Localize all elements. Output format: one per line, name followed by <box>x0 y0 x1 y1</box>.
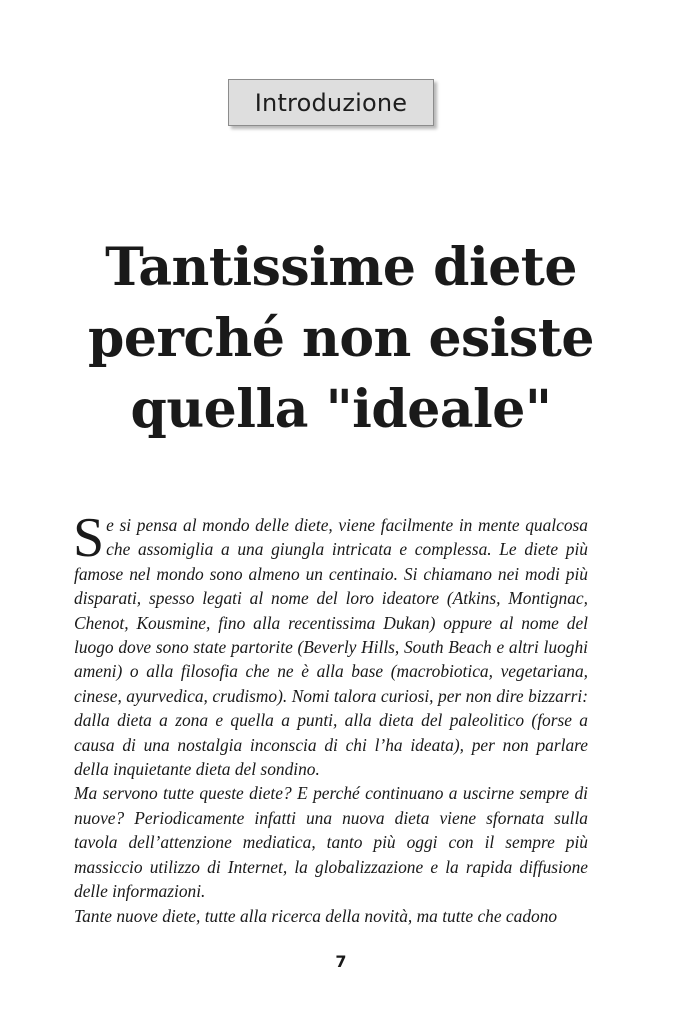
chapter-title-line: quella "ideale" <box>130 379 552 440</box>
paragraph <box>74 781 588 903</box>
paragraph-text: Ma servono tutte queste diete? E perché continuano a uscirne sempre di nuove? Periodicamente infatti una nuova dieta viene sfornata sulla tavola dell’attenzione mediatica, tanto più oggi con il sempre più massiccio utilizzo di Internet, la globalizzazione e la rapida diffusione delle informazioni. <box>74 783 588 902</box>
chapter-title-line: Tantissime diete <box>105 237 577 298</box>
drop-cap: S <box>73 507 105 569</box>
page-number: 7 <box>335 952 347 971</box>
chapter-title <box>40 232 642 445</box>
paragraph-text: Tante nuove diete, tutte alla ricerca della novità, ma tutte che cadono <box>74 905 558 926</box>
paragraph <box>73 507 588 781</box>
paragraph <box>74 904 588 928</box>
chapter-title-line: perché non esiste <box>88 308 594 369</box>
section-label: Introduzione <box>228 79 434 126</box>
paragraph-text: e si pensa al mondo delle diete, viene facilmente in mente qualcosa che assomiglia a una giungla intricata e complessa. Le diete più famose nel mondo sono almeno un centinaio. Si chiamano nei modi più disparati, spesso legati al nome del loro ideatore (Atkins, Montignac, Chenot, Kousmine, fino alla recentissima Dukan) oppure al nome del luogo dove sono state partorite (Beverly Hills, South Beach e altri luoghi ameni) o alla filosofia che ne è alla base (macrobiotica, vegetariana, cinese, ayurvedica, crudismo). Nomi talora curiosi, per non dire bizzarri: dalla dieta a zona e quella a punti, alla dieta del paleolitico (forse a causa di una nostalgia inconscia di chi l’ha ideata), per non parlare della inquietante dieta del sondino. <box>74 515 588 780</box>
body-text <box>73 507 588 928</box>
